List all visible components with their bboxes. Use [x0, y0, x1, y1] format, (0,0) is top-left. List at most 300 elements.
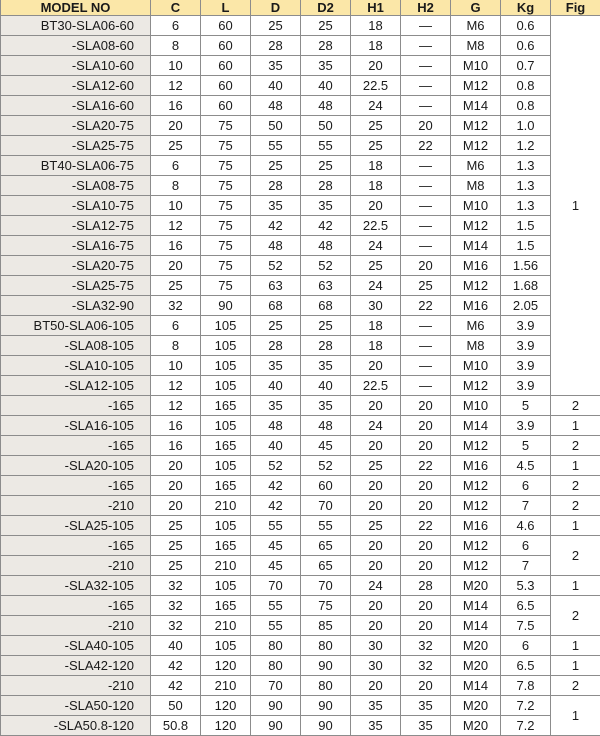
- h1-cell: 20: [351, 56, 401, 76]
- c-cell: 20: [151, 456, 201, 476]
- model-no-cell: -SLA20-75: [1, 116, 151, 136]
- model-no-cell: -210: [1, 556, 151, 576]
- model-no-cell: BT40-SLA06-75: [1, 156, 151, 176]
- table-row: [1, 676, 600, 696]
- d2-cell: 55: [301, 136, 351, 156]
- kg-cell: 5.3: [501, 576, 551, 596]
- l-cell: 75: [201, 196, 251, 216]
- c-cell: 8: [151, 336, 201, 356]
- g-cell: M14: [451, 96, 501, 116]
- c-cell: 32: [151, 576, 201, 596]
- c-cell: 50: [151, 696, 201, 716]
- h1-cell: 30: [351, 296, 401, 316]
- g-cell: M12: [451, 536, 501, 556]
- h1-cell: 25: [351, 136, 401, 156]
- h1-cell: 20: [351, 496, 401, 516]
- g-cell: M6: [451, 156, 501, 176]
- c-cell: 12: [151, 376, 201, 396]
- table-row: [1, 56, 600, 76]
- l-cell: 105: [201, 376, 251, 396]
- table-row: [1, 696, 600, 716]
- d-cell: 28: [251, 336, 301, 356]
- table-row: [1, 216, 600, 236]
- model-no-cell: -165: [1, 436, 151, 456]
- d2-cell: 50: [301, 116, 351, 136]
- h1-cell: 30: [351, 656, 401, 676]
- h2-cell: 28: [401, 576, 451, 596]
- kg-cell: 1.0: [501, 116, 551, 136]
- kg-cell: 6: [501, 636, 551, 656]
- l-cell: 60: [201, 76, 251, 96]
- c-cell: 40: [151, 636, 201, 656]
- h2-cell: —: [401, 336, 451, 356]
- h1-cell: 20: [351, 556, 401, 576]
- fig-cell: 1: [551, 696, 600, 736]
- fig-cell: 2: [551, 496, 600, 516]
- kg-cell: 3.9: [501, 356, 551, 376]
- model-no-cell: -SLA20-75: [1, 256, 151, 276]
- l-cell: 75: [201, 236, 251, 256]
- kg-cell: 1.5: [501, 236, 551, 256]
- d2-cell: 80: [301, 636, 351, 656]
- d2-cell: 70: [301, 576, 351, 596]
- header-l: L: [201, 0, 251, 16]
- h1-cell: 30: [351, 636, 401, 656]
- d-cell: 48: [251, 96, 301, 116]
- model-no-cell: -SLA12-105: [1, 376, 151, 396]
- header-row: [1, 0, 600, 16]
- c-cell: 25: [151, 136, 201, 156]
- h1-cell: 18: [351, 176, 401, 196]
- h1-cell: 25: [351, 516, 401, 536]
- table-row: [1, 516, 600, 536]
- d2-cell: 52: [301, 256, 351, 276]
- d2-cell: 25: [301, 316, 351, 336]
- c-cell: 25: [151, 556, 201, 576]
- g-cell: M14: [451, 616, 501, 636]
- h2-cell: 32: [401, 656, 451, 676]
- h2-cell: 20: [401, 596, 451, 616]
- d-cell: 90: [251, 696, 301, 716]
- h2-cell: 20: [401, 476, 451, 496]
- l-cell: 105: [201, 356, 251, 376]
- g-cell: M14: [451, 596, 501, 616]
- h1-cell: 20: [351, 396, 401, 416]
- h1-cell: 25: [351, 116, 401, 136]
- h2-cell: 20: [401, 436, 451, 456]
- d2-cell: 42: [301, 216, 351, 236]
- l-cell: 75: [201, 256, 251, 276]
- table-row: [1, 656, 600, 676]
- d-cell: 35: [251, 356, 301, 376]
- l-cell: 165: [201, 396, 251, 416]
- d2-cell: 48: [301, 96, 351, 116]
- l-cell: 60: [201, 96, 251, 116]
- d-cell: 52: [251, 256, 301, 276]
- d-cell: 52: [251, 456, 301, 476]
- table-row: [1, 36, 600, 56]
- l-cell: 210: [201, 676, 251, 696]
- d-cell: 42: [251, 496, 301, 516]
- c-cell: 6: [151, 316, 201, 336]
- d2-cell: 90: [301, 656, 351, 676]
- table-row: [1, 76, 600, 96]
- kg-cell: 6: [501, 536, 551, 556]
- model-no-cell: -210: [1, 676, 151, 696]
- g-cell: M16: [451, 296, 501, 316]
- d2-cell: 75: [301, 596, 351, 616]
- h2-cell: 32: [401, 636, 451, 656]
- h1-cell: 20: [351, 476, 401, 496]
- g-cell: M12: [451, 556, 501, 576]
- h2-cell: 20: [401, 536, 451, 556]
- h2-cell: 25: [401, 276, 451, 296]
- h2-cell: 20: [401, 416, 451, 436]
- d-cell: 80: [251, 636, 301, 656]
- c-cell: 50.8: [151, 716, 201, 736]
- d-cell: 55: [251, 516, 301, 536]
- d-cell: 35: [251, 56, 301, 76]
- table-row: [1, 156, 600, 176]
- d-cell: 45: [251, 556, 301, 576]
- kg-cell: 4.6: [501, 516, 551, 536]
- c-cell: 20: [151, 496, 201, 516]
- d-cell: 90: [251, 716, 301, 736]
- kg-cell: 3.9: [501, 316, 551, 336]
- g-cell: M14: [451, 676, 501, 696]
- model-no-cell: -165: [1, 536, 151, 556]
- c-cell: 25: [151, 536, 201, 556]
- fig-cell: 1: [551, 636, 600, 656]
- d-cell: 63: [251, 276, 301, 296]
- table-row: [1, 636, 600, 656]
- model-no-cell: -SLA08-105: [1, 336, 151, 356]
- c-cell: 20: [151, 116, 201, 136]
- kg-cell: 0.8: [501, 76, 551, 96]
- h1-cell: 18: [351, 316, 401, 336]
- h1-cell: 20: [351, 616, 401, 636]
- c-cell: 12: [151, 76, 201, 96]
- model-no-cell: -SLA40-105: [1, 636, 151, 656]
- d2-cell: 25: [301, 156, 351, 176]
- fig-cell: 2: [551, 476, 600, 496]
- fig-cell: 1: [551, 576, 600, 596]
- h1-cell: 18: [351, 336, 401, 356]
- l-cell: 75: [201, 176, 251, 196]
- kg-cell: 7.5: [501, 616, 551, 636]
- d-cell: 70: [251, 576, 301, 596]
- model-no-cell: -SLA16-105: [1, 416, 151, 436]
- l-cell: 60: [201, 36, 251, 56]
- model-no-cell: -SLA50.8-120: [1, 716, 151, 736]
- model-no-cell: -165: [1, 396, 151, 416]
- d2-cell: 35: [301, 56, 351, 76]
- l-cell: 75: [201, 216, 251, 236]
- d2-cell: 48: [301, 236, 351, 256]
- d-cell: 80: [251, 656, 301, 676]
- d2-cell: 80: [301, 676, 351, 696]
- g-cell: M8: [451, 36, 501, 56]
- l-cell: 60: [201, 16, 251, 36]
- d-cell: 40: [251, 376, 301, 396]
- d2-cell: 63: [301, 276, 351, 296]
- d-cell: 28: [251, 176, 301, 196]
- d2-cell: 28: [301, 336, 351, 356]
- h2-cell: 35: [401, 696, 451, 716]
- c-cell: 20: [151, 256, 201, 276]
- g-cell: M14: [451, 416, 501, 436]
- model-no-cell: -210: [1, 496, 151, 516]
- h2-cell: 22: [401, 456, 451, 476]
- g-cell: M12: [451, 216, 501, 236]
- kg-cell: 1.68: [501, 276, 551, 296]
- table-row: [1, 476, 600, 496]
- h1-cell: 20: [351, 676, 401, 696]
- table-row: [1, 176, 600, 196]
- g-cell: M20: [451, 656, 501, 676]
- table-row: [1, 16, 600, 36]
- kg-cell: 1.2: [501, 136, 551, 156]
- model-no-cell: -SLA25-75: [1, 276, 151, 296]
- g-cell: M12: [451, 276, 501, 296]
- h2-cell: —: [401, 76, 451, 96]
- d2-cell: 45: [301, 436, 351, 456]
- h1-cell: 18: [351, 156, 401, 176]
- d2-cell: 90: [301, 716, 351, 736]
- d2-cell: 28: [301, 176, 351, 196]
- l-cell: 105: [201, 516, 251, 536]
- kg-cell: 5: [501, 396, 551, 416]
- model-no-cell: BT30-SLA06-60: [1, 16, 151, 36]
- l-cell: 165: [201, 596, 251, 616]
- h1-cell: 20: [351, 596, 401, 616]
- header-d2: D2: [301, 0, 351, 16]
- d2-cell: 35: [301, 356, 351, 376]
- table-row: [1, 336, 600, 356]
- table-row: [1, 256, 600, 276]
- h1-cell: 22.5: [351, 376, 401, 396]
- model-no-cell: -SLA10-105: [1, 356, 151, 376]
- g-cell: M20: [451, 716, 501, 736]
- h1-cell: 35: [351, 716, 401, 736]
- h2-cell: 20: [401, 496, 451, 516]
- d2-cell: 25: [301, 16, 351, 36]
- header-kg: Kg: [501, 0, 551, 16]
- kg-cell: 1.56: [501, 256, 551, 276]
- table-row: [1, 576, 600, 596]
- table-row: [1, 556, 600, 576]
- l-cell: 165: [201, 436, 251, 456]
- model-no-cell: -SLA32-90: [1, 296, 151, 316]
- h2-cell: —: [401, 196, 451, 216]
- header-h1: H1: [351, 0, 401, 16]
- kg-cell: 3.9: [501, 336, 551, 356]
- c-cell: 10: [151, 356, 201, 376]
- l-cell: 120: [201, 656, 251, 676]
- fig-cell: 1: [551, 16, 600, 396]
- table-body: [1, 16, 600, 736]
- fig-cell: 1: [551, 456, 600, 476]
- model-no-cell: -SLA16-75: [1, 236, 151, 256]
- h2-cell: —: [401, 316, 451, 336]
- table-row: [1, 616, 600, 636]
- d2-cell: 70: [301, 496, 351, 516]
- c-cell: 20: [151, 476, 201, 496]
- l-cell: 210: [201, 496, 251, 516]
- table-row: [1, 316, 600, 336]
- l-cell: 120: [201, 716, 251, 736]
- l-cell: 105: [201, 416, 251, 436]
- h2-cell: 20: [401, 116, 451, 136]
- h2-cell: —: [401, 356, 451, 376]
- d2-cell: 65: [301, 556, 351, 576]
- d2-cell: 28: [301, 36, 351, 56]
- l-cell: 75: [201, 156, 251, 176]
- kg-cell: 6.5: [501, 656, 551, 676]
- l-cell: 165: [201, 476, 251, 496]
- fig-cell: 2: [551, 676, 600, 696]
- table-row: [1, 116, 600, 136]
- header-model: MODEL NO: [1, 0, 151, 16]
- h1-cell: 20: [351, 196, 401, 216]
- l-cell: 165: [201, 536, 251, 556]
- kg-cell: 5: [501, 436, 551, 456]
- l-cell: 105: [201, 456, 251, 476]
- d-cell: 35: [251, 196, 301, 216]
- kg-cell: 7: [501, 556, 551, 576]
- model-no-cell: -165: [1, 596, 151, 616]
- l-cell: 75: [201, 136, 251, 156]
- d-cell: 48: [251, 416, 301, 436]
- h2-cell: 22: [401, 296, 451, 316]
- h1-cell: 20: [351, 436, 401, 456]
- d-cell: 28: [251, 36, 301, 56]
- table-row: [1, 356, 600, 376]
- fig-cell: 2: [551, 396, 600, 416]
- model-no-cell: -SLA10-75: [1, 196, 151, 216]
- c-cell: 16: [151, 416, 201, 436]
- g-cell: M12: [451, 376, 501, 396]
- h2-cell: —: [401, 36, 451, 56]
- fig-cell: 2: [551, 436, 600, 456]
- c-cell: 42: [151, 656, 201, 676]
- c-cell: 10: [151, 56, 201, 76]
- g-cell: M8: [451, 336, 501, 356]
- g-cell: M12: [451, 436, 501, 456]
- kg-cell: 0.6: [501, 36, 551, 56]
- table-row: [1, 376, 600, 396]
- header-c: C: [151, 0, 201, 16]
- c-cell: 32: [151, 616, 201, 636]
- g-cell: M12: [451, 136, 501, 156]
- model-no-cell: -SLA12-60: [1, 76, 151, 96]
- c-cell: 25: [151, 276, 201, 296]
- h2-cell: —: [401, 156, 451, 176]
- h1-cell: 24: [351, 96, 401, 116]
- kg-cell: 1.3: [501, 176, 551, 196]
- h2-cell: —: [401, 236, 451, 256]
- c-cell: 8: [151, 176, 201, 196]
- kg-cell: 4.5: [501, 456, 551, 476]
- c-cell: 16: [151, 96, 201, 116]
- h2-cell: 20: [401, 556, 451, 576]
- d-cell: 40: [251, 76, 301, 96]
- l-cell: 60: [201, 56, 251, 76]
- h2-cell: —: [401, 216, 451, 236]
- model-no-cell: -SLA16-60: [1, 96, 151, 116]
- h1-cell: 24: [351, 416, 401, 436]
- h2-cell: 20: [401, 256, 451, 276]
- fig-cell: 1: [551, 656, 600, 676]
- model-no-cell: -SLA12-75: [1, 216, 151, 236]
- d2-cell: 52: [301, 456, 351, 476]
- table-row: [1, 456, 600, 476]
- l-cell: 120: [201, 696, 251, 716]
- kg-cell: 7.2: [501, 716, 551, 736]
- table-row: [1, 716, 600, 736]
- table-row: [1, 276, 600, 296]
- table-row: [1, 396, 600, 416]
- c-cell: 42: [151, 676, 201, 696]
- table-row: [1, 536, 600, 556]
- kg-cell: 7: [501, 496, 551, 516]
- kg-cell: 0.6: [501, 16, 551, 36]
- c-cell: 16: [151, 436, 201, 456]
- kg-cell: 3.9: [501, 376, 551, 396]
- model-no-cell: -SLA32-105: [1, 576, 151, 596]
- c-cell: 12: [151, 396, 201, 416]
- h2-cell: —: [401, 376, 451, 396]
- kg-cell: 0.7: [501, 56, 551, 76]
- h2-cell: 35: [401, 716, 451, 736]
- d-cell: 50: [251, 116, 301, 136]
- d2-cell: 55: [301, 516, 351, 536]
- d-cell: 25: [251, 316, 301, 336]
- d2-cell: 35: [301, 396, 351, 416]
- c-cell: 6: [151, 16, 201, 36]
- h2-cell: 20: [401, 616, 451, 636]
- g-cell: M12: [451, 496, 501, 516]
- c-cell: 12: [151, 216, 201, 236]
- g-cell: M20: [451, 636, 501, 656]
- g-cell: M12: [451, 116, 501, 136]
- d-cell: 42: [251, 216, 301, 236]
- d-cell: 70: [251, 676, 301, 696]
- d2-cell: 60: [301, 476, 351, 496]
- d-cell: 48: [251, 236, 301, 256]
- kg-cell: 0.8: [501, 96, 551, 116]
- g-cell: M16: [451, 256, 501, 276]
- c-cell: 10: [151, 196, 201, 216]
- c-cell: 32: [151, 296, 201, 316]
- h1-cell: 25: [351, 456, 401, 476]
- model-no-cell: -SLA20-105: [1, 456, 151, 476]
- g-cell: M16: [451, 516, 501, 536]
- kg-cell: 1.3: [501, 196, 551, 216]
- g-cell: M10: [451, 356, 501, 376]
- c-cell: 8: [151, 36, 201, 56]
- model-no-cell: -165: [1, 476, 151, 496]
- d2-cell: 48: [301, 416, 351, 436]
- h1-cell: 24: [351, 276, 401, 296]
- table-row: [1, 96, 600, 116]
- c-cell: 25: [151, 516, 201, 536]
- d2-cell: 90: [301, 696, 351, 716]
- d-cell: 25: [251, 156, 301, 176]
- table-row: [1, 296, 600, 316]
- kg-cell: 6: [501, 476, 551, 496]
- c-cell: 32: [151, 596, 201, 616]
